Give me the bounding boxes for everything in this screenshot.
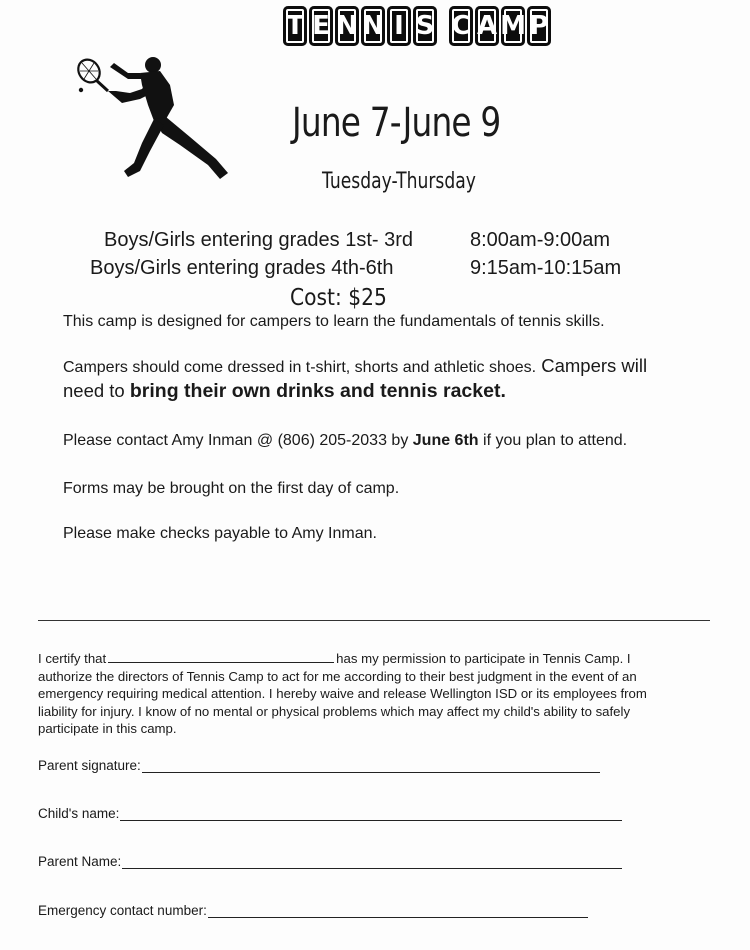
parent-name-field: [38, 854, 622, 869]
dress-text-a: Campers should come dressed in t-shirt, shorts and athletic shoes.: [63, 359, 537, 376]
dress-paragraph-line1: [63, 355, 647, 377]
certification-statement: [38, 650, 710, 738]
camp-days: Tuesday-Thursday: [322, 169, 476, 194]
parent-name-line[interactable]: [122, 854, 622, 869]
parent-signature-label: Parent signature:: [38, 758, 141, 773]
title-letter: N: [361, 6, 385, 46]
contact-deadline: June 6th: [412, 432, 479, 449]
parent-signature-line[interactable]: [142, 758, 600, 773]
parent-name-label: Parent Name:: [38, 854, 122, 869]
title-letter: E: [309, 6, 333, 46]
dress-paragraph-line2: [63, 380, 506, 403]
title-letter: S: [413, 6, 437, 46]
emergency-contact-field: [38, 903, 588, 918]
contact-text-c: if you plan to attend.: [478, 432, 628, 449]
schedule-group-2: Boys/Girls entering grades 4th-6th: [90, 257, 394, 279]
camp-cost: Cost: $25: [290, 285, 387, 311]
cert-line-4: liability for injury. I know of no mental or physical problems which may affect my child's ability to safely: [38, 703, 631, 719]
title-word1: [283, 6, 437, 46]
camp-description: This camp is designed for campers to learn the fundamentals of tennis skills.: [63, 313, 605, 330]
schedule-time-2: 9:15am-10:15am: [470, 257, 622, 279]
participant-name-blank[interactable]: [108, 650, 334, 663]
contact-paragraph: [63, 432, 627, 450]
title-letter: A: [475, 6, 499, 46]
forms-paragraph: Forms may be brought on the first day of camp.: [63, 480, 400, 497]
dress-text-bold: bring their own drinks and tennis racket.: [129, 380, 506, 402]
title-letter: I: [387, 6, 411, 46]
dress-text-b: Campers will: [536, 355, 648, 376]
title-letter: P: [527, 6, 551, 46]
title-letter: N: [335, 6, 359, 46]
cert-text-a: I certify that: [38, 651, 107, 666]
cert-line-1: [38, 650, 710, 668]
childs-name-line[interactable]: [120, 806, 622, 821]
emergency-contact-line[interactable]: [208, 903, 588, 918]
cert-line-5: participate in this camp.: [38, 721, 177, 737]
page-title: [283, 4, 551, 48]
title-letter: T: [283, 6, 307, 46]
schedule-group-1: Boys/Girls entering grades 1st- 3rd: [104, 229, 414, 251]
title-letter: M: [501, 6, 525, 46]
cut-line-divider: [38, 620, 710, 621]
camp-dates: June 7-June 9: [292, 100, 501, 146]
contact-text-a: Please contact Amy Inman @ (806) 205-2033 by: [63, 432, 413, 449]
cert-text-b: has my permission to participate in Tennis Camp. I: [336, 651, 631, 666]
cert-line-3: emergency requiring medical attention. I hereby waive and release Wellington ISD or its employees from: [38, 686, 647, 702]
title-word2: [449, 6, 551, 46]
childs-name-label: Child's name:: [38, 806, 120, 821]
checks-paragraph: Please make checks payable to Amy Inman.: [63, 525, 377, 542]
dress-text-c: need to: [63, 380, 130, 401]
childs-name-field: [38, 806, 622, 821]
title-letter: C: [449, 6, 473, 46]
tennis-player-silhouette: [70, 55, 240, 185]
cert-line-2: authorize the directors of Tennis Camp to act for me according to their best judgment in the event of an: [38, 668, 637, 684]
schedule-time-1: 8:00am-9:00am: [470, 229, 611, 251]
emergency-contact-label: Emergency contact number:: [38, 903, 207, 918]
parent-signature-field: [38, 758, 600, 773]
